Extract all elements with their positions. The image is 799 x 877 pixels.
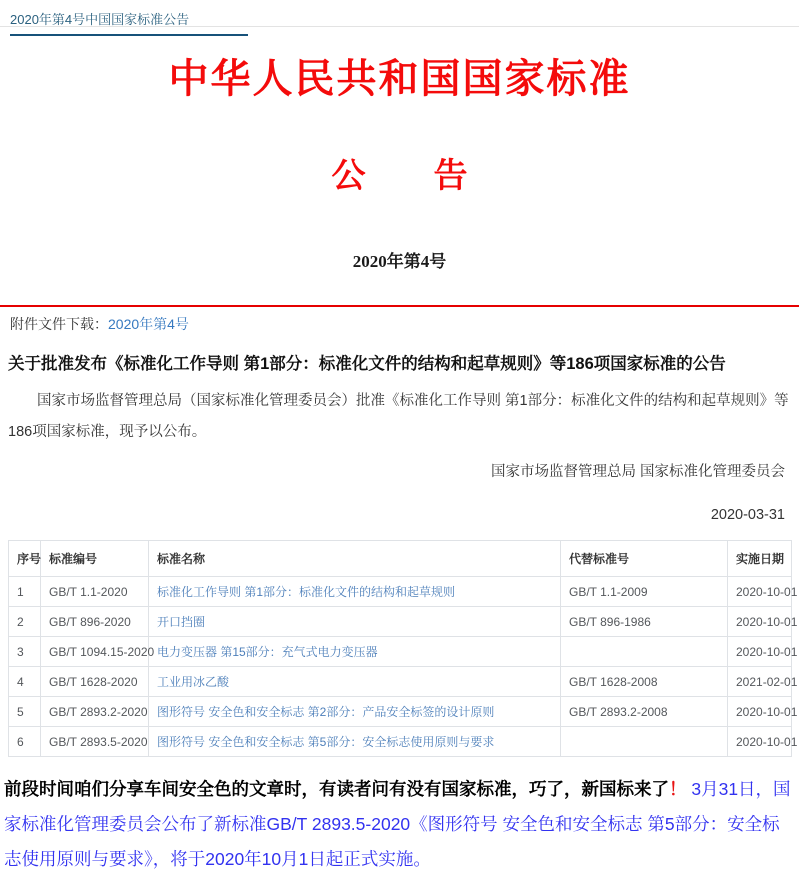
header-implementation-date: 实施日期: [728, 541, 792, 577]
standard-name-cell: [149, 727, 561, 757]
seq-cell: 1: [9, 577, 41, 607]
replaced-standard-cell: GB/T 896-1986: [561, 607, 728, 637]
implementation-date-cell: 2020-10-01: [728, 637, 792, 667]
implementation-date-cell: 2020-10-01: [728, 607, 792, 637]
implementation-date-cell: 2020-10-01: [728, 577, 792, 607]
standard-name-link[interactable]: 电力变压器 第15部分：充气式电力变压器: [157, 645, 378, 659]
standard-name-link[interactable]: 图形符号 安全色和安全标志 第5部分：安全标志使用原则与要求: [157, 735, 495, 749]
replaced-standard-cell: GB/T 2893.2-2008: [561, 697, 728, 727]
footer-text-black: 前段时间咱们分享车间安全色的文章时，有读者问有没有国家标准，巧了，新国标来了: [4, 779, 669, 799]
standard-number-cell: GB/T 1094.15-2020: [41, 637, 149, 667]
attachment-row: [0, 307, 799, 340]
attachment-label: 附件文件下载：: [10, 316, 108, 332]
standard-number-cell: GB/T 1628-2020: [41, 667, 149, 697]
attachment-download-link[interactable]: 2020年第4号: [108, 316, 189, 332]
replaced-standard-cell: [561, 637, 728, 667]
footer-commentary: [4, 772, 795, 877]
seq-cell: 4: [9, 667, 41, 697]
standard-number-cell: GB/T 2893.2-2020: [41, 697, 149, 727]
standard-name-cell: [149, 577, 561, 607]
implementation-date-cell: 2020-10-01: [728, 727, 792, 757]
notice-date: 2020-03-31: [710, 507, 785, 523]
footer-text-blue: 3月31日，国家标准化管理委员会公布了新标准GB/T 2893.5-2020《图形符号 安全色和安全标志 第5部分：安全标志使用原则与要求》，将于2020年10月1日起正式实施。: [4, 779, 791, 869]
header-standard-name: 标准名称: [149, 541, 561, 577]
notice-heading: 关于批准发布《标准化工作导则 第1部分：标准化文件的结构和起草规则》等186项国家标准的公告: [8, 355, 726, 373]
table-row: [9, 667, 792, 697]
header-replaced-standard: 代替标准号: [561, 541, 728, 577]
standard-name-link[interactable]: 开口挡圈: [157, 615, 206, 629]
standard-number-cell: GB/T 896-2020: [41, 607, 149, 637]
header-standard-number: 标准编号: [41, 541, 149, 577]
implementation-date-cell: 2020-10-01: [728, 697, 792, 727]
standard-name-cell: [149, 697, 561, 727]
announcement-subtitle: 公 告: [331, 158, 468, 195]
standard-name-link[interactable]: 图形符号 安全色和安全标志 第2部分：产品安全标签的设计原则: [157, 705, 495, 719]
standard-name-link[interactable]: 工业用冰乙酸: [157, 675, 230, 689]
table-header-row: [9, 541, 792, 577]
replaced-standard-cell: [561, 727, 728, 757]
seq-cell: 5: [9, 697, 41, 727]
standard-name-link[interactable]: 标准化工作导则 第1部分：标准化文件的结构和起草规则: [157, 585, 456, 599]
notice-body: 国家市场监督管理总局（国家标准化管理委员会）批准《标准化工作导则 第1部分：标准化文件的结构和起草规则》等186项国家标准，现予以公布。: [8, 393, 789, 440]
replaced-standard-cell: GB/T 1628-2008: [561, 667, 728, 697]
footer-exclamation: ！: [669, 779, 687, 799]
table-row: [9, 637, 792, 667]
seq-cell: 6: [9, 727, 41, 757]
tab-bar: [0, 0, 799, 27]
standard-name-cell: [149, 607, 561, 637]
implementation-date-cell: 2021-02-01: [728, 667, 792, 697]
seq-cell: 3: [9, 637, 41, 667]
issue-number: 2020年第4号: [352, 252, 447, 271]
table-row: [9, 607, 792, 637]
standard-number-cell: GB/T 1.1-2020: [41, 577, 149, 607]
table-row: [9, 577, 792, 607]
seq-cell: 2: [9, 607, 41, 637]
header-seq: 序号: [9, 541, 41, 577]
table-row: [9, 727, 792, 757]
issuer-line: 国家市场监督管理总局 国家标准化管理委员会: [490, 464, 785, 480]
document-main-title: 中华人民共和国国家标准: [168, 56, 631, 101]
tab-standard-announcement[interactable]: 2020年第4号中国国家标准公告: [10, 9, 248, 36]
standards-table: [8, 540, 798, 757]
replaced-standard-cell: GB/T 1.1-2009: [561, 577, 728, 607]
standard-name-cell: [149, 667, 561, 697]
standard-number-cell: GB/T 2893.5-2020: [41, 727, 149, 757]
table-row: [9, 697, 792, 727]
standard-name-cell: [149, 637, 561, 667]
